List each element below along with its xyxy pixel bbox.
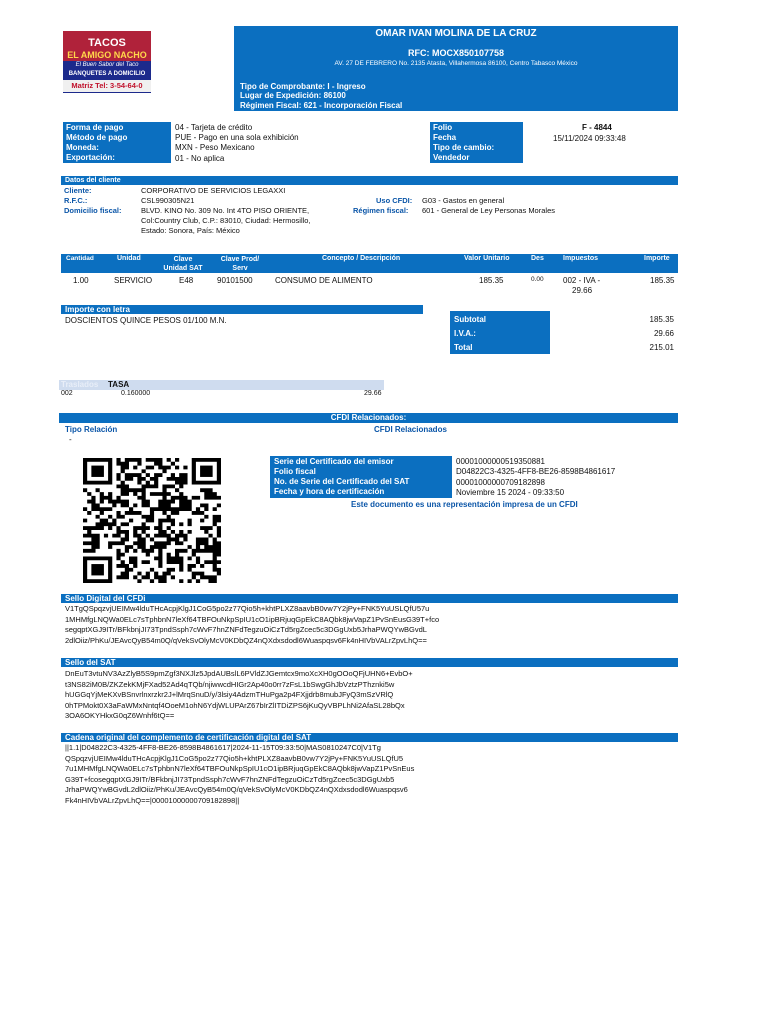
client-section-title: Datos del cliente	[61, 176, 678, 185]
cfdi-note: Este documento es una representación impresa de un CFDI	[351, 500, 578, 509]
folio-fiscal-value: D04822C3-4325-4FF8-BE26-8598B4861617	[456, 467, 616, 476]
exportacion-value: 01 - No aplica	[175, 154, 225, 163]
logo-text: El Buen Sabor del Taco	[75, 62, 139, 68]
folio-fiscal-label: Folio fiscal	[274, 467, 316, 476]
header-des: Des	[531, 255, 544, 262]
qr-code	[83, 458, 221, 583]
metodo-pago-value: PUE - Pago en una sola exhibición	[175, 133, 299, 142]
iva-value: 29.66	[653, 329, 674, 338]
sello-cfdi-label: Sello Digital del CFDi	[61, 594, 678, 603]
sello-line: 0hTPMokt0X3aFaWMxNntqf4OoeM1ohN6YdjWLUPArZ67bIrZlITDiZPS6jKuQyVBPLhNi2AfaSL28bQx	[65, 700, 405, 710]
cadena-line: Fk4nHIVbVALrZpvLhQ==|00001000000709182898||	[65, 795, 240, 805]
cadena-line: 7u1MHMfgLNQWa0ELc7sTphbnN7leXf64TBFOuNkpSpIU1cO1ipBRjuqGpEkC8AQbk8jwVapZ1PvSnEus	[65, 764, 415, 773]
total-value: 215.01	[649, 343, 674, 352]
domicilio-label: Domicilio fiscal:	[64, 206, 122, 215]
client-regimen-label: Régimen fiscal:	[353, 206, 409, 215]
sello-line: 3OA6OKYHkxG0qZ6Wnhf6tQ==	[65, 711, 175, 720]
sello-cfdi-text	[65, 604, 439, 646]
payment-labels	[63, 122, 171, 163]
domicilio-line: Estado: Sonora, País: México	[141, 226, 240, 235]
sello-line: V1TgQSpqzvjUEIMw4lduTHcAcpjKlgJ1CoG5po2z77Qio5h+khtPLXZ8aavbB0vw7Y2jPy+FNK5YuUSLQfU57u	[65, 604, 430, 613]
cfdi-relacionados-title: CFDI Relacionados:	[59, 413, 678, 423]
issuer-header	[234, 26, 678, 111]
tipo-relacion-label: Tipo Relación	[65, 425, 118, 434]
client-regimen-value: 601 - General de Ley Personas Morales	[422, 206, 555, 215]
totals-values	[550, 311, 678, 354]
fecha-cert-label: Fecha y hora de certificación	[274, 487, 385, 496]
uso-cfdi-label: Uso CFDI:	[376, 196, 413, 205]
cert-sat-label: No. de Serie del Certificado del SAT	[274, 477, 410, 486]
tasa-label: TASA	[108, 380, 130, 389]
cadena-line: ||1.1|D04822C3-4325-4FF8-BE26-8598B4861617|2024-11-15T09:33:50|MAS0810247C0|V1Tg	[65, 743, 381, 752]
folio-labels	[430, 122, 523, 163]
vendedor-label: Vendedor	[433, 153, 470, 162]
company-logo	[63, 31, 151, 93]
row-concepto: CONSUMO DE ALIMENTO	[275, 276, 373, 285]
domicilio-line: BLVD. KINO No. 309 No. Int 4TO PISO ORIENTE,	[141, 206, 310, 215]
cadena-line: G39T+fcosegqptXGJ9ITr/BFkbnjJI73TpndSsph7cWvF7hnZNFdTegzuOiCzTd5rgZcec5c3DGgUxb5	[65, 774, 395, 784]
fecha-label: Fecha	[433, 133, 457, 142]
folio-value: F - 4844	[582, 123, 612, 132]
client-rfc-value: CSL990305N21	[141, 196, 195, 205]
row-impuestos-amount: 29.66	[572, 286, 593, 295]
logo-text: Matriz Tel: 3-54-64-0	[63, 80, 151, 92]
row-clave-prod: 90101500	[217, 276, 253, 285]
row-valor: 185.35	[479, 276, 504, 285]
regimen-fiscal: Régimen Fiscal: 621 - Incorporación Fiscal	[240, 101, 403, 110]
lugar-expedicion: Lugar de Expedición: 86100	[240, 91, 346, 100]
logo-text: TACOS	[88, 37, 126, 49]
cert-emisor-label: Serie del Certificado del emisor	[274, 457, 394, 466]
header-cantidad: Cantidad	[66, 255, 94, 262]
cert-sat-value: 00001000000709182898	[456, 478, 545, 487]
moneda-value: MXN - Peso Mexicano	[175, 143, 255, 152]
sello-line: hUGGqYjMeKXvBSnvrlnxrzkr2J+lMrqSnuD/y/3lsiy4AdzmTHuPga2p4FXjjdrb8mubJFyQ3mSzVRlQ	[65, 690, 394, 699]
cfdi-relacionados-label: CFDI Relacionados	[374, 425, 447, 434]
cadena-line: QSpqzvjUEIMw4lduTHcAcpjKlgJ1CoG5po2z77Qio5h+khtPLXZ8aavbB0vw7Y2jPy+FNK5YuUSLQfU5	[65, 753, 404, 763]
row-impuestos: 002 - IVA -	[563, 276, 601, 285]
uso-cfdi-value: G03 - Gastos en general	[422, 196, 505, 205]
fecha-cert-value: Noviembre 15 2024 - 09:33:50	[456, 488, 565, 497]
moneda-label: Moneda:	[66, 143, 99, 152]
traslado-tasa: 0.160000	[121, 390, 151, 397]
subtotal-label: Subtotal	[454, 315, 486, 324]
importe-letra-label: Importe con letra	[61, 305, 423, 314]
row-unidad: SERVICIO	[114, 276, 153, 285]
row-des: 0.00	[531, 276, 544, 283]
sello-line: t3NS82iM0B/ZKZekKMjFXad52Ad4qTQb/njiwwcdHIGr2Ap40o0rr7zFsL1bSwgGhJbVztzPThznki5w	[65, 679, 395, 689]
sello-line: 2dlOiiz/PhKu/JEAvcQyB54m0Q/qVekSvOlyMcV0KDbQZ4nQXdxsdodl6Wuaspqsv6Fk4nHIVbVALrZpvLhQ==	[65, 635, 427, 645]
row-cantidad: 1.00	[73, 276, 89, 285]
forma-pago-label: Forma de pago	[66, 123, 124, 132]
row-importe: 185.35	[650, 276, 675, 285]
folio-label: Folio	[433, 123, 453, 132]
metodo-pago-label: Método de pago	[66, 133, 128, 142]
cert-labels	[270, 456, 452, 498]
header-importe: Importe	[644, 255, 670, 262]
domicilio-line: Col:Country Club, C.P.: 83010, Ciudad: Hermosillo,	[141, 216, 311, 225]
header-impuestos: Impuestos	[563, 255, 599, 262]
total-label: Total	[454, 343, 473, 352]
traslado-importe: 29.66	[364, 390, 382, 397]
header-clave-prod: Clave Prod/ Serv	[220, 256, 260, 272]
traslado-impuesto: 002	[61, 390, 73, 397]
cliente-label: Cliente:	[64, 186, 92, 195]
subtotal-value: 185.35	[649, 315, 674, 324]
sello-sat-text	[65, 669, 413, 722]
header-clave-unidad: Clave Unidad SAT	[163, 256, 203, 272]
row-clave-unidad: E48	[179, 276, 194, 285]
issuer-address: AV. 27 DE FEBRERO No. 2135 Atasta, Villahermosa 86100, Centro Tabasco México	[334, 60, 578, 67]
logo-text: BANQUETES A DOMICILIO	[68, 71, 146, 77]
fecha-value: 15/11/2024 09:33:48	[553, 134, 626, 143]
comprobante-type: Tipo de Comprobante: I - Ingreso	[240, 82, 366, 91]
items-table-header	[61, 254, 678, 273]
header-concepto: Concepto / Descripción	[322, 255, 401, 262]
iva-label: I.V.A.:	[454, 329, 476, 338]
importe-letra-value: DOSCIENTOS QUINCE PESOS 01/100 M.N.	[65, 316, 227, 325]
client-rfc-label: R.F.C.:	[64, 196, 88, 205]
cadena-line: JrhaPWQYwBGvdL2dlOiiz/PhKu/JEAvcQyB54m0Q/qVekSvOlyMcV0KDbQZ4nQXdxsdodl6Wuaspqsv6	[65, 785, 408, 794]
header-valor: Valor Unitario	[464, 255, 510, 262]
issuer-name: OMAR IVAN MOLINA DE LA CRUZ	[375, 28, 537, 39]
cert-emisor-value: 00001000000519350881	[456, 457, 545, 466]
sello-line: segqptXGJ9ITr/BFkbnjJI73TpndSsph7cWvF7hnZNFdTegzuOiCzTd5rgZcec5c3DGgUxb5JrhaPWQYwBGvdL	[65, 625, 427, 634]
tipo-cambio-label: Tipo de cambio:	[433, 143, 495, 152]
cliente-value: CORPORATIVO DE SERVICIOS LEGAXXI	[141, 186, 286, 195]
cadena-text	[65, 743, 414, 806]
issuer-rfc: RFC: MOCX850107758	[407, 48, 505, 58]
sello-line: 1MHMfgLNQWa0ELc7sTphbnN7leXf64TBFOuNkpSpIU1cO1ipBRjuqGpEkC8AQbk8jwVapZ1PvSnEusG39T+fco	[65, 614, 440, 624]
cadena-label: Cadena original del complemento de certificación digital del SAT	[61, 733, 678, 742]
sello-line: DnEuT3vtuNV3AzZlyB5S9pmZgf3NXJlz5JpdAUBslL6PVldZJGemtcx9moXcXH0gOOoQFjUHN6+EvbO+	[65, 669, 413, 678]
header-unidad: Unidad	[117, 255, 141, 262]
sello-sat-label: Sello del SAT	[61, 658, 678, 667]
traslados-header	[59, 380, 384, 390]
traslados-label: Traslados	[61, 380, 99, 389]
logo-text: EL AMIGO NACHO	[67, 50, 147, 60]
exportacion-label: Exportación:	[66, 153, 115, 162]
tipo-relacion-value: -	[69, 435, 72, 444]
forma-pago-value: 04 - Tarjeta de crédito	[175, 123, 253, 132]
